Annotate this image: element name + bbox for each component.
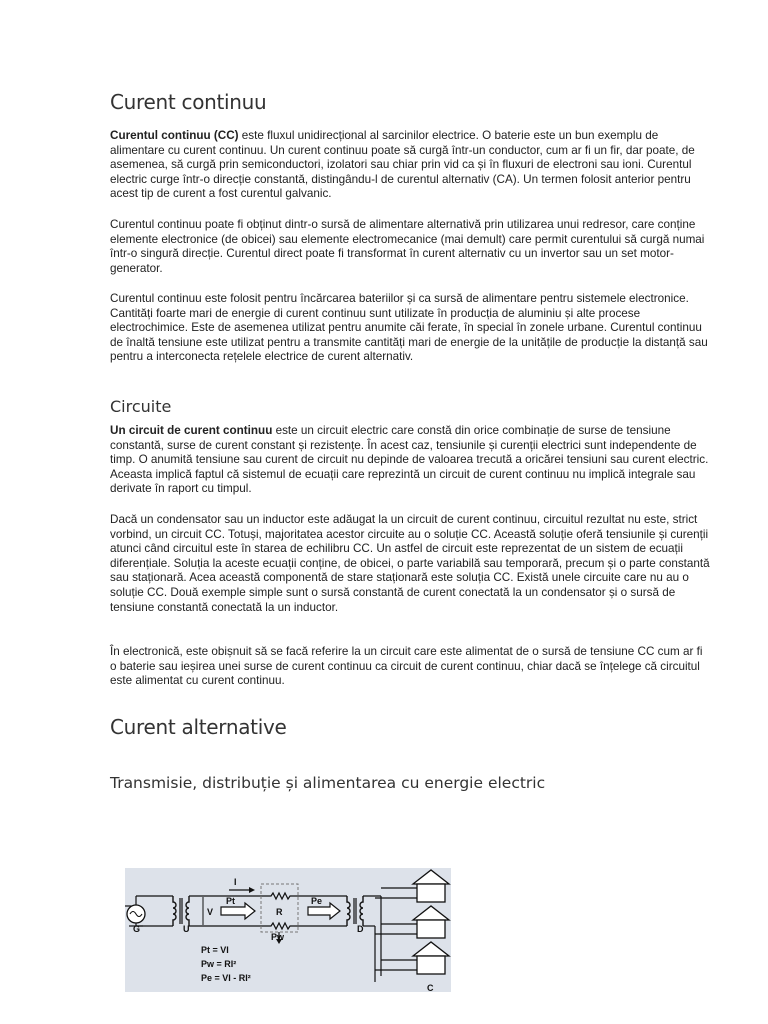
label-pt: Pt [226, 896, 235, 906]
section-title-circuite: Circuite [110, 397, 172, 416]
formula: Pw = RI² [201, 959, 237, 969]
house-icon [413, 870, 449, 902]
transformer-step-down-icon [347, 896, 363, 926]
label-pe: Pe [311, 896, 323, 906]
formula: Pe = VI - RI² [201, 973, 251, 983]
label-voltage: V [207, 907, 214, 917]
section-title-curent-continuu: Curent continuu [110, 90, 267, 114]
paragraph: Curentul continuu este folosit pentru încărcarea bateriilor și ca sursă de alimentare pentru sistemele electronice. Cantități foarte mari de energie di curent continuu sunt utilizate în producția de aluminiu și alte procese electrochimice. Este de asemenea utilizat pentru anumite căi ferate, în special în zonele urbane. Curentul continuu de înaltă tensiune este utilizat pentru a transmite cantități mari de energie de la unitățile de producție la distanță sau pentru a interconecta rețelele electrice de curent alternativ. [110, 292, 708, 364]
paragraph: În electronică, este obișnuit să se facă referire la un circuit care este alimentat de o sursă de tensiune CC cum ar fi o baterie sau ieșirea unei surse de curent continuu ca circuit de curent continuu, chiar dacă se înțelege că circuitul este alimentat cu curent continuu. [110, 645, 703, 688]
label-current: I [234, 877, 237, 887]
label-consumers: C [427, 983, 434, 992]
house-icon [413, 942, 449, 974]
transformer-step-up-icon [173, 896, 189, 926]
paragraph-text: este fluxul unidirecțional al sarcinilor electrice. O baterie este un bun exemplu de alimentare cu curent continuu. Un curent continuu poate să curgă într-un conductor, cum ar fi un fir, dar poate, de asemenea, să curgă prin semiconductori, izolatori sau chiar prin vid ca și în fluxuri de electroni sau ioni. Curentul electric curge într-o direcție constantă, distingându-l de curentul alternativ (CA). Un termen folosit anterior pentru acest tip de curent a fost curentul galvanic. [110, 129, 695, 201]
resistor-icon [267, 893, 297, 899]
section-title-curent-alternative: Curent alternative [110, 715, 287, 739]
section-subtitle: Transmisie, distribuție și alimentarea cu energie electric [110, 774, 546, 792]
label-step-down: D [357, 924, 364, 934]
house-icon [413, 906, 449, 938]
transmission-diagram [125, 868, 451, 992]
resistor-icon [267, 923, 297, 929]
label-pw: Pw [271, 932, 285, 942]
label-step-up: U [183, 924, 190, 934]
transmission-diagram-svg [125, 868, 451, 992]
bold-lead: Un circuit de curent continuu [110, 424, 273, 437]
paragraph [110, 424, 710, 497]
paragraph-text: este un circuit electric care constă din orice combinație de surse de tensiune constantă, surse de curent constant și rezistențe. În acest caz, tensiunile și curenții electrici sunt independente de timp. O anumită tensiune sau curent de circuit nu depinde de valoarea trecută a oricărei tensiuni sau curent electric. Aceasta implică faptul că sistemul de ecuații care reprezintă un circuit de curent continuu nu implică integrale sau derivate în raport cu timpul. [110, 424, 709, 496]
paragraph [110, 129, 710, 202]
paragraph: Curentul continuu poate fi obținut dintr-o sursă de alimentare alternativă prin utilizarea unui redresor, care conține elemente electronice (de obicei) sau elemente electromecanice (mai demult) care permit curentului să curgă numai într-o singură direcție. Curentul direct poate fi transformat în curent alternativ cu un invertor sau un set motor-generator. [110, 218, 705, 275]
formula: Pt = VI [201, 945, 229, 955]
label-resistance: R [276, 907, 283, 917]
paragraph: Dacă un condensator sau un inductor este adăugat la un circuit de curent continuu, circuitul rezultat nu este, strict vorbind, un circuit CC. Totuși, majoritatea acestor circuite au o soluție CC. Această soluție oferă tensiunile și curenții atunci când circuitul este în starea de echilibru CC. Un astfel de circuit este reprezentat de un sistem de ecuații diferențiale. Soluția la aceste ecuații conține, de obicei, o parte variabilă sau temporară, precum și o parte constantă sau staționară. Acea această componentă de stare staționară este soluția CC. Există unele circuite care nu au o soluție CC. Două exemple simple sunt o sursă constantă de curent conectată la un condensator și o sursă de tensiune constantă conectată la un inductor. [110, 513, 710, 614]
bold-lead: Curentul continuu (CC) [110, 129, 239, 142]
label-generator: G [133, 924, 141, 934]
